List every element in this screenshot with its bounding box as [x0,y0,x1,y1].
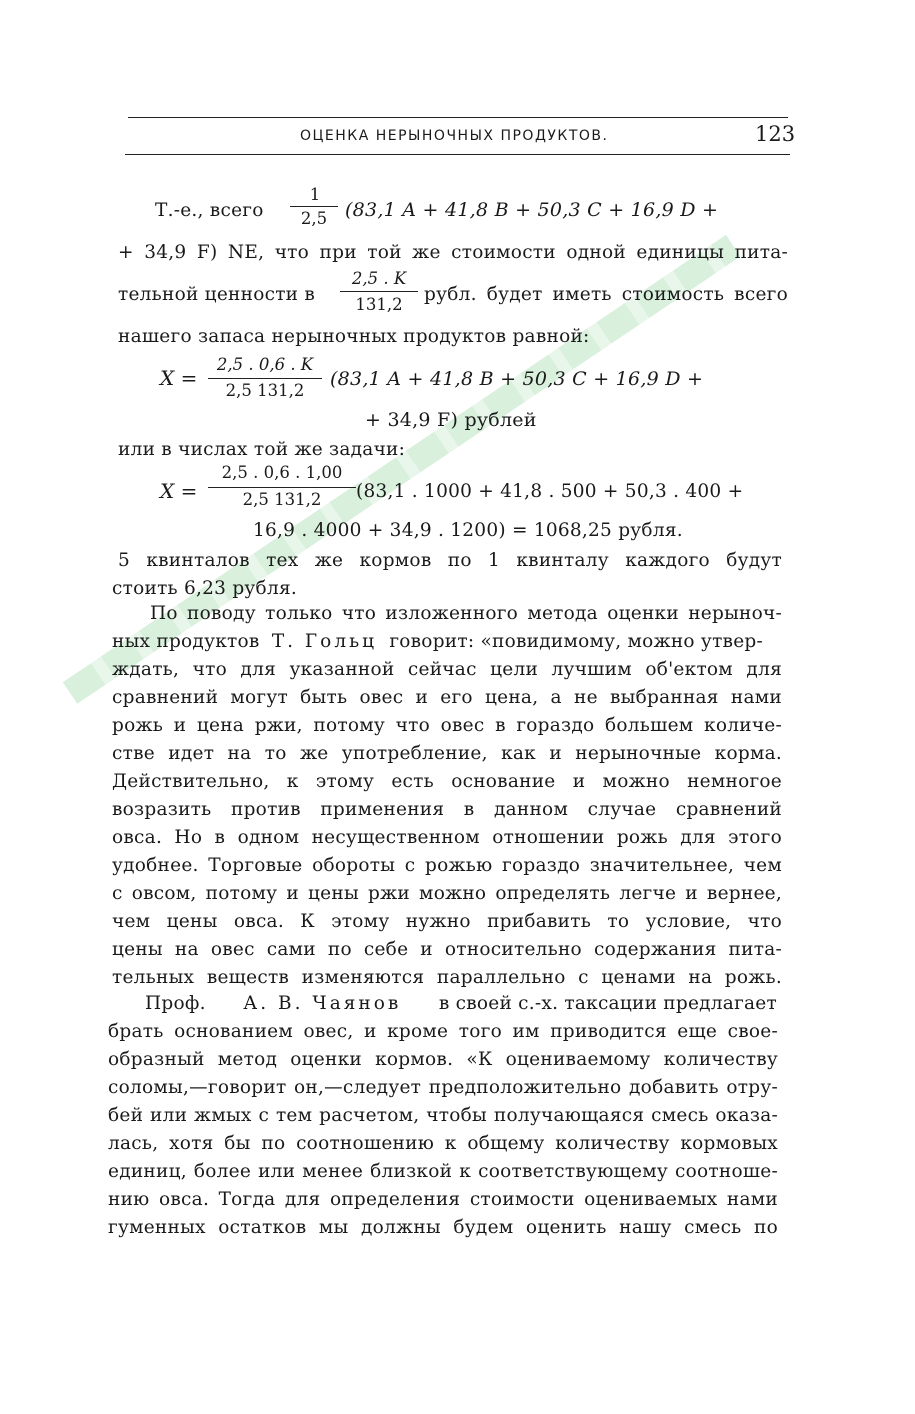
eq3-numerator: 2,5 . 0,6 . 1,00 [221,463,343,482]
eq1-body: (83,1 A + 41,8 B + 50,3 C + 16,9 D + [345,199,719,221]
eq1-prefix: Т.-е., всего [155,200,264,221]
eq1-denominator: 2,5 [300,209,328,228]
paragraph-line: тельных веществ изменяются параллельно с ценами на рожь. [112,967,782,988]
page-number: 123 [755,122,796,146]
paragraph-line: нию овса. Тогда для определения стоимости оцениваемых нами [108,1189,778,1210]
paragraph-line: По поводу только что изложенного метода оценки нерыноч- [150,603,782,624]
eq2-lhs: X = [160,366,198,390]
paragraph-line: ждать, что для указанной сейчас цели лучшим об'ектом для [112,659,782,680]
header-rule-bottom [125,154,790,155]
eq3-continuation: 16,9 . 4000 + 34,9 . 1200) = 1068,25 рубля. [253,520,683,541]
paragraph-line: стве идет на то же употребление, как и нерыночные корма. [112,743,782,764]
text-line: + 34,9 F) NE, что при той же стоимости одной единицы пита- [118,242,788,263]
eq1-numerator: 1 [309,185,321,204]
running-header-title: ОЦЕНКА НЕРЫНОЧНЫХ ПРОДУКТОВ. [300,128,609,144]
paragraph-line: удобнее. Торговые обороты с рожью гораздо значительнее, чем [112,855,782,876]
text-line: или в числах той же задачи: [118,439,406,460]
eq2-continuation: + 34,9 F) рублей [365,409,537,431]
inline-text: Проф. [145,993,206,1014]
paragraph-line: цены на овес сами по себе и относительно содержания пита- [112,939,782,960]
author-name: Т. Гольц [271,631,378,652]
eq3-lhs: X = [160,479,198,503]
price-fraction-bar [340,291,418,292]
inline-text: говорит: «повидимому, можно утвер- [389,631,764,652]
text-line: рубл. будет иметь стоимость всего [424,284,788,305]
eq3-denominator: 2,5 131,2 [242,490,322,509]
inline-text: ных продуктов [112,631,260,652]
eq2-body: (83,1 A + 41,8 B + 50,3 C + 16,9 D + [330,368,704,390]
eq3-body: (83,1 . 1000 + 41,8 . 500 + 50,3 . 400 + [356,481,744,502]
paragraph-line: гуменных остатков мы должны будем оценить нашу смесь по [108,1217,778,1238]
text-line: нашего запаса нерыночных продуктов равной: [118,326,590,347]
paragraph-line: Действительно, к этому есть основание и можно немногое [112,771,782,792]
eq1-fraction-bar [290,206,338,207]
price-fraction-numerator: 2,5 . K [351,269,407,288]
author-name: А. В. Чаянов [243,993,402,1014]
eq3-fraction-bar [208,487,356,488]
paragraph-line: сравнений могут быть овес и его цена, а не выбранная нами [112,687,782,708]
paragraph-line: лась, хотя бы по соотношению к общему количеству кормовых [108,1133,778,1154]
paragraph-line: овса. Но в одном несущественном отношении рожь для этого [112,827,782,848]
paragraph-line: возразить против применения в данном случае сравнений [112,799,782,820]
paragraph-line: чем цены овса. К этому нужно прибавить то условие, что [112,911,782,932]
paragraph-line: бей или жмых с тем расчетом, чтобы получающаяся смесь оказа- [108,1105,778,1126]
eq2-fraction-bar [208,378,322,379]
paragraph-line: единиц, более или менее близкой к соответствующему соотноше- [108,1161,778,1182]
text-line: тельной ценности в [118,284,316,305]
price-fraction-denominator: 131,2 [355,295,403,314]
paragraph-line: рожь и цена ржи, потому что овес в гораздо большем количе- [112,715,782,736]
paragraph-line: соломы,—говорит он,—следует предположительно добавить отру- [108,1077,778,1098]
inline-text: в своей с.-х. таксации предлагает [438,993,777,1014]
paragraph-line [112,631,763,653]
paragraph-line: образный метод оценки кормов. «К оцениваемому количеству [108,1049,778,1070]
paragraph-line: с овсом, потому и цены ржи можно определять легче и вернее, [112,883,782,904]
header-rule-top [128,117,788,118]
text-line: 5 квинталов тех же кормов по 1 квинталу каждого будут [118,550,782,571]
eq2-denominator: 2,5 131,2 [225,381,305,400]
paragraph-line [145,993,777,1015]
eq2-numerator: 2,5 . 0,6 . K [216,355,314,374]
text-line: стоить 6,23 рубля. [112,578,297,599]
paragraph-line: брать основанием овес, и кроме того им приводится еще свое- [108,1021,778,1042]
